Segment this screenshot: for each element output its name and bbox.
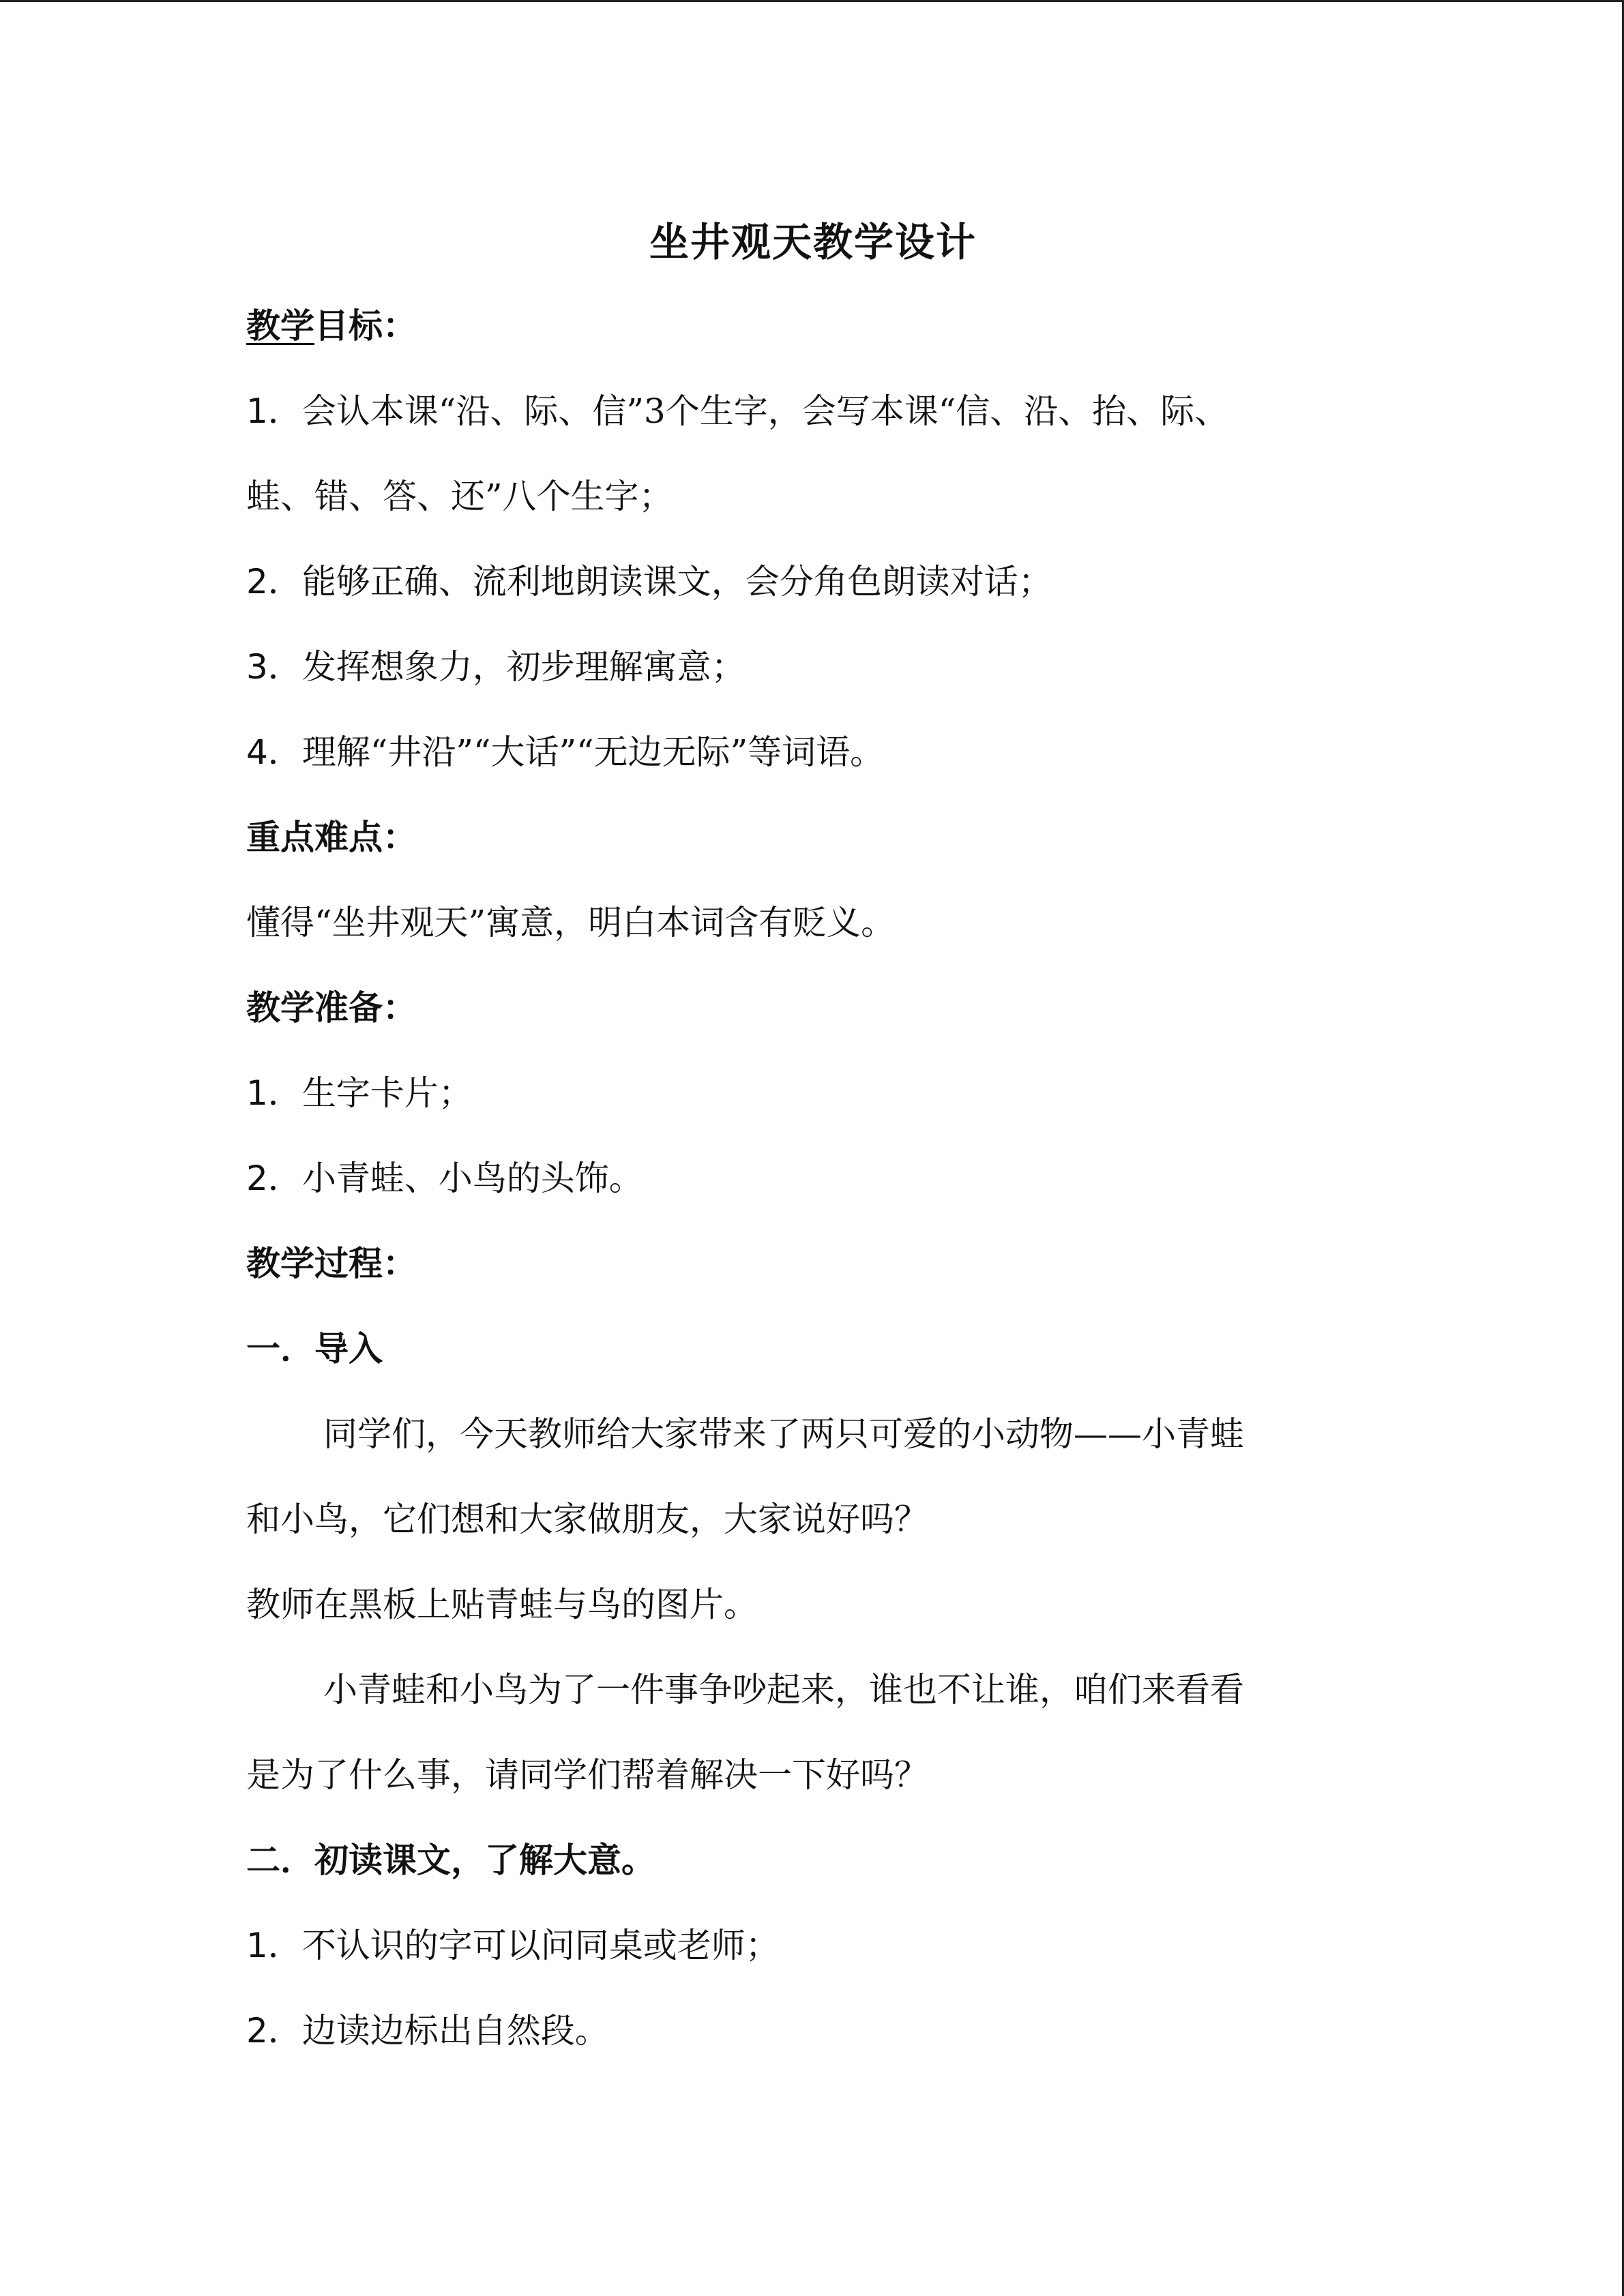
list-item (246, 1922, 780, 1969)
part2-heading: 二．初读课文，了解大意。 (246, 1840, 655, 1880)
list-item-continuation (246, 473, 673, 520)
list-item-number: 2． (246, 562, 302, 601)
list-item-text: 发挥想象力，初步理解寓意； (301, 647, 745, 687)
list-item (246, 558, 1052, 606)
list-item (246, 2007, 609, 2055)
list-item-number: 1． (246, 391, 302, 431)
list-item-text: 理解“井沿”“大话”“无边无际”等词语。 (301, 732, 885, 772)
list-item-text: 小青蛙、小鸟的头饰。 (301, 1159, 643, 1198)
objectives-heading-rest: 目标： (314, 306, 417, 346)
list-item-number: 2． (246, 2011, 302, 2051)
paragraph-line: 小青蛙和小鸟为了一件事争吵起来，谁也不让谁，咱们来看看 (323, 1670, 1244, 1710)
list-item-number: 1． (246, 1926, 302, 1965)
key-points-text: 懂得“坐井观天”寓意，明白本词含有贬义。 (246, 903, 896, 942)
list-item-text: 生字卡片； (301, 1073, 473, 1113)
list-item-text: 蛙、错、答、还”八个生字； (246, 477, 673, 516)
list-item-number: 1． (246, 1073, 302, 1113)
list-item-text: 不认识的字可以问同桌或老师； (301, 1926, 780, 1965)
key-points-heading: 重点难点： (246, 818, 417, 857)
document-title: 坐井观天教学设计 (649, 219, 977, 265)
list-item-number: 2． (246, 1159, 302, 1198)
list-item (246, 1154, 643, 1202)
list-item-text: 能够正确、流利地朗读课文，会分角色朗读对话； (301, 562, 1052, 601)
paragraph-line: 同学们，今天教师给大家带来了两只可爱的小动物——小青蛙 (323, 1414, 1244, 1454)
objectives-heading-underlined: 教学 (246, 306, 314, 346)
list-item (246, 643, 745, 691)
preparation-heading: 教学准备： (246, 988, 417, 1028)
process-heading: 教学过程： (246, 1244, 417, 1283)
list-item (246, 728, 884, 776)
part1-heading: 一．导入 (246, 1329, 383, 1369)
list-item-number: 4． (246, 732, 302, 772)
list-item (246, 387, 1228, 435)
list-item-text: 会认本课“沿、际、信”3个生字，会写本课“信、沿、抬、际、 (301, 391, 1229, 431)
list-item-number: 3． (246, 647, 302, 687)
list-item-text: 边读边标出自然段。 (301, 2011, 609, 2051)
list-item (246, 1069, 473, 1117)
page-top-border (0, 0, 1624, 2)
paragraph-line: 教师在黑板上贴青蛙与鸟的图片。 (246, 1585, 758, 1624)
objectives-heading (246, 302, 417, 350)
paragraph-line: 和小鸟，它们想和大家做朋友，大家说好吗？ (246, 1500, 928, 1539)
paragraph-line: 是为了什么事，请同学们帮着解决一下好吗？ (246, 1755, 928, 1795)
